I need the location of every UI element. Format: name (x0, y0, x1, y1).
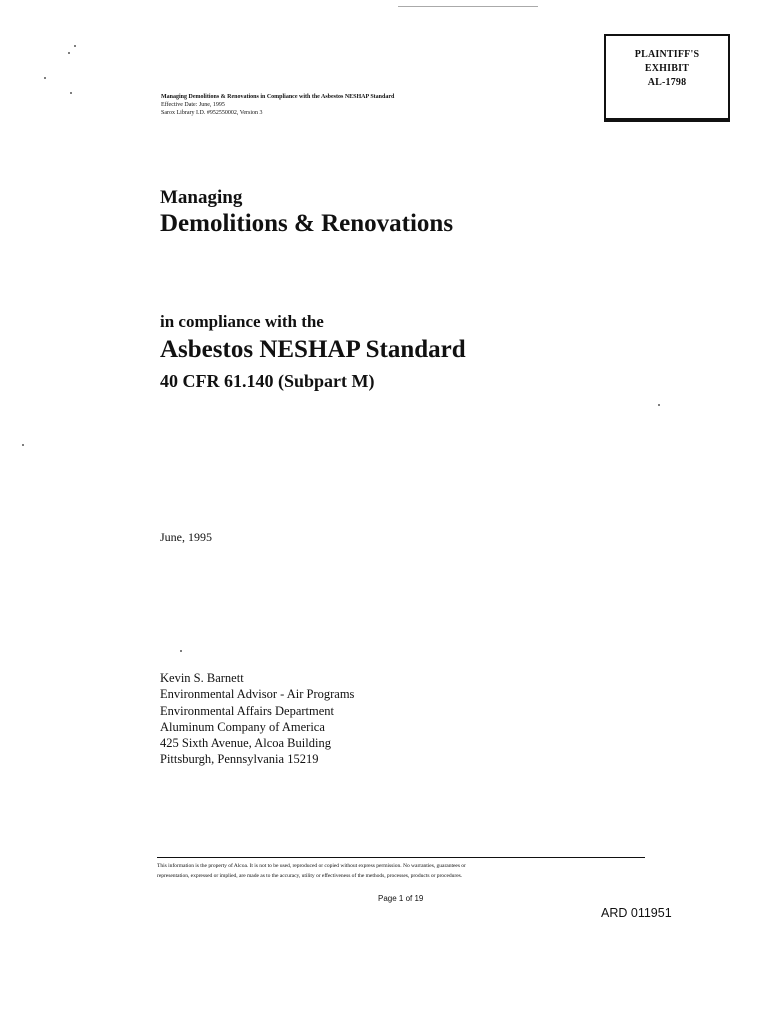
title-managing: Managing (160, 187, 243, 208)
disclaimer (157, 861, 657, 881)
exhibit-number: AL-1798 (647, 77, 687, 88)
running-header (161, 93, 394, 117)
author-department: Environmental Affairs Department (160, 703, 335, 718)
exhibit-label: PLAINTIFF'S (634, 49, 700, 60)
scan-artifact (180, 650, 182, 652)
subtitle-standard: Asbestos NESHAP Standard (160, 336, 466, 363)
subtitle-compliance: in compliance with the (160, 312, 324, 331)
scan-artifact (68, 52, 70, 54)
exhibit-stamp (604, 34, 730, 122)
author-block (160, 670, 354, 768)
scan-artifact (74, 45, 76, 47)
disclaimer-line: representation, expressed or implied, are made as to the accuracy, utility or effectiveness of the methods, processes, products or procedures. (157, 873, 463, 879)
scan-artifact (22, 444, 24, 446)
bates-number: ARD 011951 (601, 906, 672, 920)
author-city: Pittsburgh, Pennsylvania 15219 (160, 752, 319, 767)
document-date: June, 1995 (160, 530, 212, 544)
footer-divider (157, 857, 645, 858)
author-name: Kevin S. Barnett (160, 671, 244, 685)
author-title: Environmental Advisor - Air Programs (160, 687, 355, 702)
scan-artifact (658, 404, 660, 406)
title-main: Demolitions & Renovations (160, 210, 454, 237)
scan-artifact (44, 77, 46, 79)
scan-artifact (70, 92, 72, 94)
author-company: Aluminum Company of America (160, 719, 325, 734)
header-library-id: Sarox Library I.D. #952550002, Version 3 (161, 110, 263, 116)
page-number: Page 1 of 19 (378, 894, 424, 903)
author-street: 425 Sixth Avenue, Alcoa Building (160, 736, 331, 751)
subtitle-regulation: 40 CFR 61.140 (Subpart M) (160, 371, 375, 391)
header-effective-date: Effective Date: June, 1995 (161, 102, 225, 108)
exhibit-label: EXHIBIT (644, 63, 690, 74)
scan-artifact (398, 6, 538, 7)
disclaimer-line: This information is the property of Alcoa. It is not to be used, reproduced or copied without express permission. No warranties, guarantees or (157, 863, 466, 869)
header-title: Managing Demolitions & Renovations in Compliance with the Asbestos NESHAP Standard (161, 94, 395, 100)
